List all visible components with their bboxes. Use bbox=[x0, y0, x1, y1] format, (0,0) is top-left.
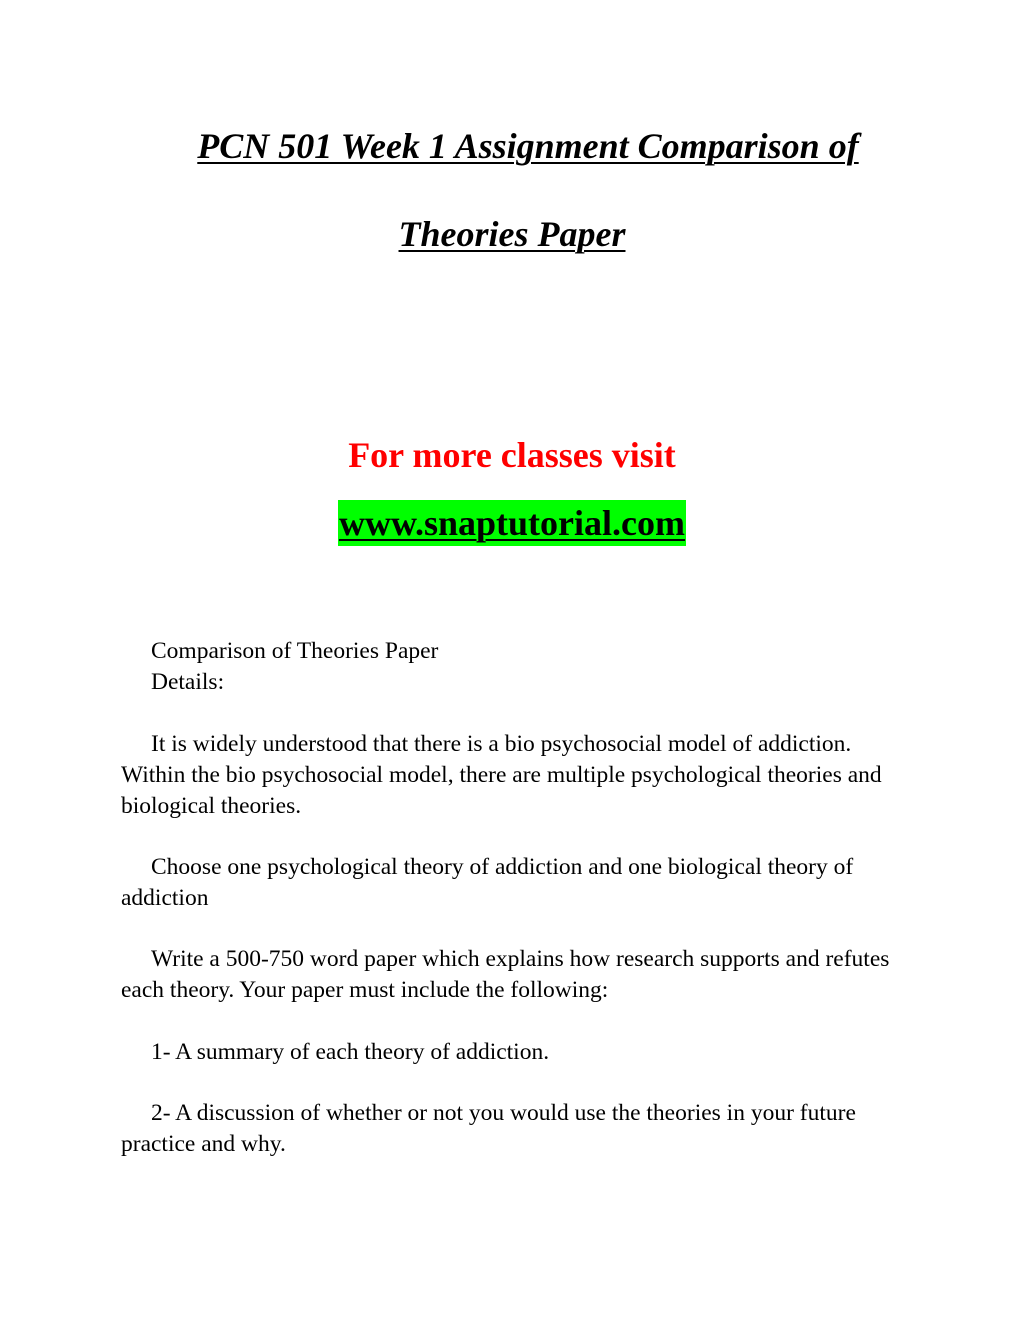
promo-link[interactable]: www.snaptutorial.com bbox=[338, 500, 686, 546]
requirement-1 bbox=[121, 1037, 901, 1068]
requirement-2 bbox=[121, 1098, 901, 1160]
paragraph-2 bbox=[121, 852, 901, 914]
details-heading bbox=[121, 636, 901, 698]
requirement-text: 2- A discussion of whether or not you would use the theories in your future practice and why. bbox=[121, 1100, 856, 1157]
section-title: Comparison of Theories Paper bbox=[151, 638, 439, 664]
paragraph-text: It is widely understood that there is a bio psychosocial model of addiction. Within the bio psychosocial model, there are multiple psychological theories and biological theories. bbox=[121, 731, 882, 819]
promo-link-container bbox=[0, 500, 1024, 546]
paragraph-text: Choose one psychological theory of addiction and one biological theory of addiction bbox=[121, 854, 854, 911]
paragraph-1 bbox=[121, 729, 901, 822]
document-title-line-2: Theories Paper bbox=[398, 214, 626, 254]
section-subtitle: Details: bbox=[151, 669, 225, 695]
promo-text: For more classes visit bbox=[348, 435, 676, 475]
paragraph-3 bbox=[121, 944, 901, 1006]
document-title-line-1: PCN 501 Week 1 Assignment Comparison of bbox=[197, 126, 859, 166]
paragraph-text: Write a 500-750 word paper which explains how research supports and refutes each theory. Your paper must include the following: bbox=[121, 946, 890, 1003]
requirement-text: 1- A summary of each theory of addiction. bbox=[151, 1039, 550, 1065]
